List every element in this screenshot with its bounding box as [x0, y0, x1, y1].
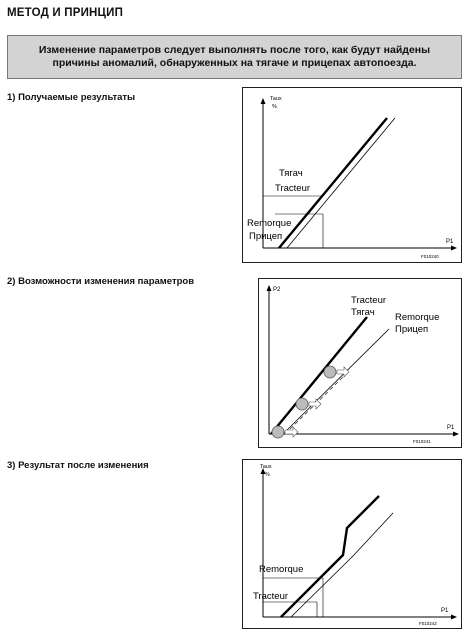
- label-tractor-fr: Tracteur: [275, 183, 311, 194]
- shift-arrow-2: [309, 399, 321, 409]
- label-trailer-fr: Remorque: [259, 564, 304, 575]
- label-trailer-ru: Прицеп: [395, 324, 429, 335]
- note-line-1: Изменение параметров следует выполнять после того, как будут найдены: [38, 44, 431, 56]
- figure-2-graph: [259, 279, 461, 447]
- y-axis-unit: %: [265, 472, 270, 478]
- x-axis-arrow: [451, 615, 457, 620]
- label-tractor-fr: Tracteur: [351, 295, 387, 306]
- section-heading-1: 1) Получаемые результаты: [7, 92, 136, 103]
- figure-code: F010241: [413, 439, 431, 444]
- x-axis-label: P1: [446, 239, 454, 245]
- trailer-line: [283, 329, 389, 434]
- x-axis-arrow: [451, 246, 457, 251]
- point-1-marker: [272, 426, 284, 438]
- figure-2: [258, 278, 462, 448]
- figure-3: [242, 459, 462, 629]
- figure-1-graph: [243, 88, 461, 262]
- trailer-line: [291, 513, 393, 617]
- section-heading-3: 3) Результат после изменения: [7, 460, 149, 471]
- shift-arrow-3: [337, 367, 349, 377]
- x-axis-label: P1: [441, 608, 449, 614]
- figure-3-graph: [243, 460, 461, 628]
- label-trailer-ru: Прицеп: [249, 231, 283, 242]
- y-axis-arrow: [261, 98, 266, 104]
- y-axis-label: Taux: [270, 96, 282, 102]
- x-axis-arrow: [453, 432, 459, 437]
- note-line-2: причины аномалий, обнаруженных на тягаче и прицепах автопоезда.: [52, 57, 417, 69]
- point-2-marker: [296, 398, 308, 410]
- label-trailer-fr: Remorque: [395, 312, 440, 323]
- y-axis-arrow: [267, 285, 272, 291]
- label-trailer-fr: Remorque: [247, 218, 292, 229]
- tractor-line: [281, 496, 379, 617]
- label-tractor-ru: Тягач: [351, 307, 375, 318]
- y-axis-label: P2: [273, 287, 281, 293]
- y-axis-unit: %: [272, 104, 277, 110]
- label-tractor-ru: Тягач: [279, 168, 303, 179]
- point-3-marker: [324, 366, 336, 378]
- label-tractor-fr: Tracteur: [253, 591, 289, 602]
- figure-code: F010240: [421, 254, 439, 259]
- figure-code: F010242: [419, 621, 437, 626]
- figure-1: [242, 87, 462, 263]
- shift-arrow-1: [285, 427, 298, 437]
- info-note-box: [7, 35, 462, 79]
- x-axis-label: P1: [447, 425, 455, 431]
- page-title: МЕТОД И ПРИНЦИП: [7, 7, 124, 19]
- tractor-line: [271, 317, 367, 434]
- section-heading-2: 2) Возможности изменения параметров: [7, 276, 195, 287]
- y-axis-label: Taux: [260, 464, 272, 470]
